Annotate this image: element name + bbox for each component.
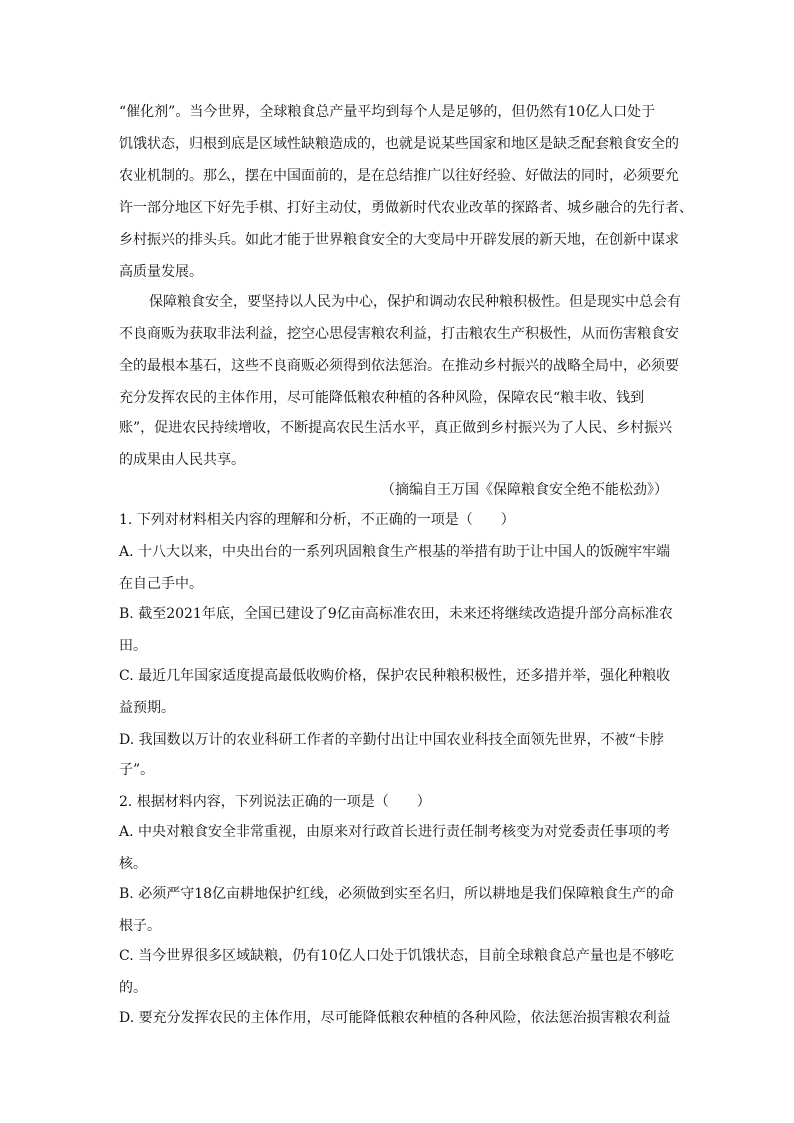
answer-option: 子”。 (119, 762, 155, 778)
answer-option: A. 中央对粮食安全非常重视，由原来对行政首长进行责任制考核变为对党委责任事项的考 (119, 824, 671, 840)
paragraph-line: 保障粮食安全，要坚持以人民为中心，保护和调动农民种粮积极性。但是现实中总会有 (149, 294, 681, 310)
paragraph-line: 的成果由人民共享。 (119, 452, 245, 468)
answer-option: C. 当今世界很多区域缺粮，仍有10亿人口处于饥饿状态，目前全球粮食总产量也是不够吃 (119, 948, 674, 964)
source-citation: （摘编自王万国《保障粮食安全绝不能松劲》） (381, 482, 668, 498)
answer-option: 的。 (119, 980, 147, 996)
answer-option: A. 十八大以来，中央出台的一系列巩固粮食生产根基的举措有助于让中国人的饭碗牢牢端 (119, 544, 671, 560)
answer-option: 核。 (119, 856, 147, 872)
paragraph-line: 充分发挥农民的主体作用，尽可能降低粮农种植的各种风险，保障农民“粮丰收、钱到 (119, 390, 645, 406)
answer-option: B. 必须严守18亿亩耕地保护红线，必须做到实至名归，所以耕地是我们保障粮食生产的命 (119, 886, 675, 902)
answer-option: C. 最近几年国家适度提高最低收购价格，保护农民种粮积极性，还多措并举，强化种粮收 (119, 668, 671, 684)
answer-option: B. 截至2021年底，全国已建设了9亿亩高标准农田，未来还将继续改造提升部分高标准农 (119, 606, 673, 622)
paragraph-line: 乡村振兴的排头兵。如此才能于世界粮食安全的大变局中开辟发展的新天地，在创新中谋求 (119, 232, 679, 248)
paragraph-line: 账”，促进农民持续增收，不断提高农民生活水平，真正做到乡村振兴为了人民、乡村振兴 (119, 420, 673, 436)
paragraph-line: 不良商贩为获取非法利益，挖空心思侵害粮农利益，打击粮农生产积极性，从而伤害粮食安 (119, 326, 679, 342)
answer-option: 根子。 (119, 918, 161, 934)
answer-option: D. 我国数以万计的农业科研工作者的辛勤付出让中国农业科技全面领先世界，不被“卡脖 (119, 732, 664, 748)
paragraph-line: 高质量发展。 (119, 264, 203, 280)
answer-option: 益预期。 (119, 700, 175, 716)
paragraph-line: 农业机制的。那么，摆在中国面前的，是在总结推广以往好经验、好做法的同时，必须要允 (119, 168, 679, 184)
answer-option: 田。 (119, 638, 147, 654)
paragraph-line: 全的最根本基石，这些不良商贩必须得到依法惩治。在推动乡村振兴的战略全局中，必须要 (119, 358, 679, 374)
answer-option: 在自己手中。 (119, 576, 203, 592)
question-stem: 2. 根据材料内容，下列说法正确的一项是（ ） (119, 794, 431, 810)
answer-option: D. 要充分发挥农民的主体作用，尽可能降低粮农种植的各种风险，依法惩治损害粮农利益 (119, 1010, 671, 1026)
paragraph-line: 饥饿状态，归根到底是区域性缺粮造成的，也就是说某些国家和地区是缺乏配套粮食安全的 (119, 136, 679, 152)
question-stem: 1. 下列对材料相关内容的理解和分析，不正确的一项是（ ） (119, 512, 515, 528)
paragraph-line: “催化剂”。当今世界，全球粮食总产量平均到每个人是足够的，但仍然有10亿人口处于 (119, 104, 656, 120)
paragraph-line: 许一部分地区下好先手棋、打好主动仗，勇做新时代农业改革的探路者、城乡融合的先行者、 (119, 200, 693, 216)
